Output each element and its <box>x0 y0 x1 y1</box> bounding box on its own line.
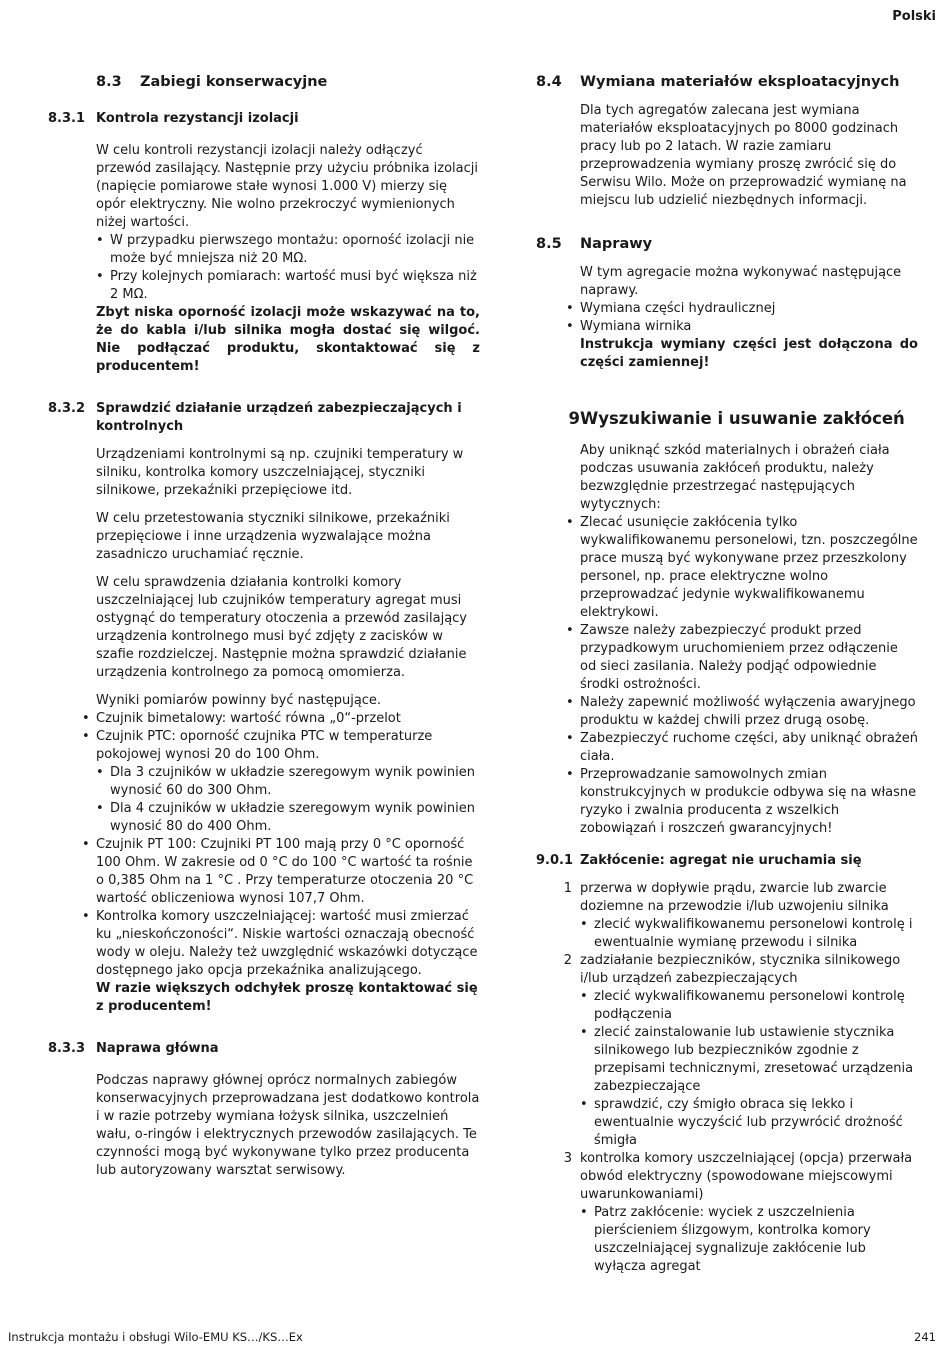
section-number: 8.5 <box>536 236 562 252</box>
warning-text: Zbyt niska oporność izolacji może wskazywać na to, że do kabla i/lub silnika mogła dostać się wilgoć. Nie podłączać produktu, skontaktować się z producentem! <box>96 305 480 374</box>
list-item: • sprawdzić, czy śmigło obraca się lekko i ewentualnie wyczyścić lub przywrócić drożność śmigła <box>580 1096 918 1150</box>
list-item: • Przeprowadzanie samowolnych zmian konstrukcyjnych w produkcie odbywa się na własne ryzyko i zwalnia producenta z wszelkich zobowiązań i roszczeń gwarancyjnych! <box>566 766 918 838</box>
sub-bullet-list <box>580 988 918 1150</box>
sub-bullet-list <box>580 1204 918 1276</box>
paragraph: Podczas naprawy głównej oprócz normalnych zabiegów konserwacyjnych przeprowadzana jest dodatkowo kontrola i w razie potrzeby wymiana łożysk silnika, uszczelnień wału, o-ringów i elektrycznych przewodów zasilających. Te czynności mogą być wykonywane tylko przez producenta lub autoryzowany warsztat serwisowy. <box>96 1073 480 1178</box>
list-item <box>563 1150 918 1276</box>
list-item: • Wymiana wirnika <box>566 318 918 336</box>
section-title: Naprawy <box>580 236 653 252</box>
section-number: 8.3.3 <box>48 1041 86 1056</box>
section-title: Kontrola rezystancji izolacji <box>96 111 299 126</box>
paragraph: W celu przetestowania styczniki silnikowe, przekaźniki przepięciowe i inne urządzenia wyzwalające można zasadniczo uruchamiać ręcznie. <box>96 511 450 562</box>
bullet-list <box>566 514 918 838</box>
section-number: 9.0.1 <box>536 853 574 868</box>
list-item-text: Czujnik PTC: oporność czujnika PTC w temperaturze pokojowej wynosi 20 do 100 Ohm. <box>96 729 433 762</box>
list-item: • zlecić wykwalifikowanemu personelowi kontrolę podłączenia <box>580 988 918 1024</box>
sub-bullet-list <box>96 764 480 836</box>
chapter-number: 9 <box>568 409 580 428</box>
section-8-5-body <box>580 264 918 372</box>
chapter-9-body <box>580 442 918 838</box>
chapter-9-heading <box>536 408 918 430</box>
item-text: kontrolka komory uszczelniającej (opcja) przerwała obwód elektryczny (spowodowane miejscowymi uwarunkowaniami) <box>580 1151 913 1202</box>
paragraph: W celu sprawdzenia działania kontrolki komory uszczelniającej lub czujników temperatury agregat musi ostygnąć do temperatury otoczenia a przewód zasilający urządzenia kontrolnego musi być zdjęty z zacisków w szafie rozdzielczej. Następnie można sprawdzić działanie urządzenia kontrolnego za pomocą omomierza. <box>96 575 468 680</box>
paragraph: W tym agregacie można wykonywać następujące naprawy. <box>580 265 902 298</box>
list-item: • Dla 4 czujników w układzie szeregowym wynik powinien wynosić 80 do 400 Ohm. <box>96 800 480 836</box>
list-item: • W przypadku pierwszego montażu: oporność izolacji nie może być mniejsza niż 20 MΩ. <box>96 232 480 268</box>
list-item: • Zabezpieczyć ruchome części, aby uniknąć obrażeń ciała. <box>566 730 918 766</box>
list-item: • Czujnik bimetalowy: wartość równa „0“-przelot <box>82 710 480 728</box>
list-item: • Wymiana części hydraulicznej <box>566 300 918 318</box>
section-8-4-body <box>580 102 918 210</box>
section-number: 8.3.2 <box>48 401 86 416</box>
section-title: Sprawdzić działanie urządzeń zabezpieczających i kontrolnych <box>96 401 462 434</box>
list-item: • Czujnik PT 100: Czujniki PT 100 mają przy 0 °C oporność 100 Ohm. W zakresie od 0 °C do 100 °C wartość ta rośnie o 0,385 Ohm na 1 °C . Przy temperaturze otoczenia 20 °C wartość obliczeniowa wynosi 107,7 Ohm. <box>82 836 480 908</box>
list-item: • Przy kolejnych pomiarach: wartość musi być większa niż 2 MΩ. <box>96 268 480 304</box>
footer-document-title: Instrukcja montażu i obsługi Wilo-EMU KS…/KS…Ex <box>8 1330 303 1344</box>
list-item: • Zlecać usunięcie zakłócenia tylko wykwalifikowanemu personelowi, tzn. poszczególne prace muszą być wykonywane przez przeszkolony personel, np. prace elektryczne wolno przeprowadzać jedynie wykwalifikowanemu elektrykowi. <box>566 514 918 622</box>
page-number: 241 <box>914 1330 936 1344</box>
section-number: 8.3.1 <box>48 111 86 126</box>
item-number: 2 <box>563 953 572 968</box>
section-9-0-1-body <box>563 880 918 1276</box>
section-8-3-1-body <box>96 142 480 376</box>
section-9-0-1-heading <box>536 852 918 870</box>
chapter-title: Wyszukiwanie i usuwanie zakłóceń <box>580 409 905 428</box>
warning-text: W razie większych odchyłek proszę kontaktować się z producentem! <box>96 981 478 1014</box>
list-item: • Należy zapewnić możliwość wyłączenia awaryjnego produktu w każdej chwili przez drugą osobę. <box>566 694 918 730</box>
paragraph: Aby uniknąć szkód materialnych i obrażeń ciała podczas usuwania zakłóceń produktu, należy bezwzględnie przestrzegać następujących wytycznych: <box>580 443 890 512</box>
list-item: • Patrz zakłócenie: wyciek z uszczelnienia pierścieniem ślizgowym, kontrolka komory uszczelniającej sygnalizuje zakłócenie lub wyłącza agregat <box>580 1204 918 1276</box>
section-title: Wymiana materiałów eksploatacyjnych <box>580 74 900 90</box>
paragraph: W celu kontroli rezystancji izolacji należy odłączyć przewód zasilający. Następnie przy użyciu próbnika izolacji (napięcie pomiarowe stałe wynosi 1.000 V) mierzy się opór elektryczny. Nie wolno przekroczyć wymienionych niżej wartości. <box>96 143 479 230</box>
list-item: • zlecić wykwalifikowanemu personelowi kontrolę i ewentualnie wymianę przewodu i silnika <box>580 916 918 952</box>
item-text: zadziałanie bezpieczników, stycznika silnikowego i/lub urządzeń zabezpieczających <box>580 953 901 986</box>
section-number: 8.3 <box>96 74 122 90</box>
section-8-5-heading <box>536 234 918 254</box>
bullet-list <box>82 710 480 980</box>
section-8-3-1-heading <box>48 110 480 128</box>
item-number: 3 <box>563 1151 572 1166</box>
section-8-3-3-heading <box>48 1040 480 1058</box>
list-item: • zlecić zainstalowanie lub ustawienie stycznika silnikowego lub bezpieczników zgodnie z przepisami technicznymi, zresetować urządzenia zabezpieczające <box>580 1024 918 1096</box>
paragraph: Wyniki pomiarów powinny być następujące. <box>96 693 382 708</box>
paragraph: Urządzeniami kontrolnymi są np. czujniki temperatury w silniku, kontrolka komory uszczelniającej, styczniki silnikowe, przekaźniki przepięciowe itd. <box>96 447 464 498</box>
item-text: przerwa w dopływie prądu, zwarcie lub zwarcie doziemne na przewodzie i/lub uzwojeniu silnika <box>580 881 889 914</box>
list-item: • Dla 3 czujników w układzie szeregowym wynik powinien wynosić 60 do 300 Ohm. <box>96 764 480 800</box>
numbered-list <box>563 880 918 1276</box>
note-text: Instrukcja wymiany części jest dołączona do części zamiennej! <box>580 337 918 370</box>
sub-bullet-list <box>580 916 918 952</box>
section-number: 8.4 <box>536 74 562 90</box>
section-8-4-heading <box>536 72 918 92</box>
list-item <box>82 728 480 836</box>
paragraph: Dla tych agregatów zalecana jest wymiana materiałów eksploatacyjnych po 8000 godzinach pracy lub po 2 latach. W razie zamiaru przeprowadzenia wymiany proszę zwrócić się do Serwisu Wilo. Może on przeprowadzić wymianę na miejscu lub udzielić niezbędnych informacji. <box>580 103 907 208</box>
section-title: Naprawa główna <box>96 1041 219 1056</box>
section-title: Zakłócenie: agregat nie uruchamia się <box>580 853 862 868</box>
section-title: Zabiegi konserwacyjne <box>140 74 328 90</box>
bullet-list <box>96 232 480 304</box>
section-8-3-2-body <box>96 446 480 1016</box>
list-item <box>563 880 918 952</box>
bullet-list <box>566 300 918 336</box>
section-8-3-heading <box>96 72 480 92</box>
left-column <box>48 72 480 1190</box>
list-item <box>563 952 918 1150</box>
item-number: 1 <box>563 881 572 896</box>
section-8-3-2-heading <box>48 400 480 436</box>
list-item: • Zawsze należy zabezpieczyć produkt przed przypadkowym uruchomieniem przez odłączenie od sieci zasilania. Należy podjąć odpowiednie środki ostrożności. <box>566 622 918 694</box>
language-label: Polski <box>892 9 936 24</box>
right-column <box>536 72 918 1276</box>
list-item: • Kontrolka komory uszczelniającej: wartość musi zmierzać ku „nieskończoności“. Niskie wartości oznaczają obecność wody w oleju. Należy też uwzględnić wskazówki dotyczące dostępnego jako opcja przekaźnika analizującego. <box>82 908 480 980</box>
section-8-3-3-body <box>96 1072 480 1180</box>
